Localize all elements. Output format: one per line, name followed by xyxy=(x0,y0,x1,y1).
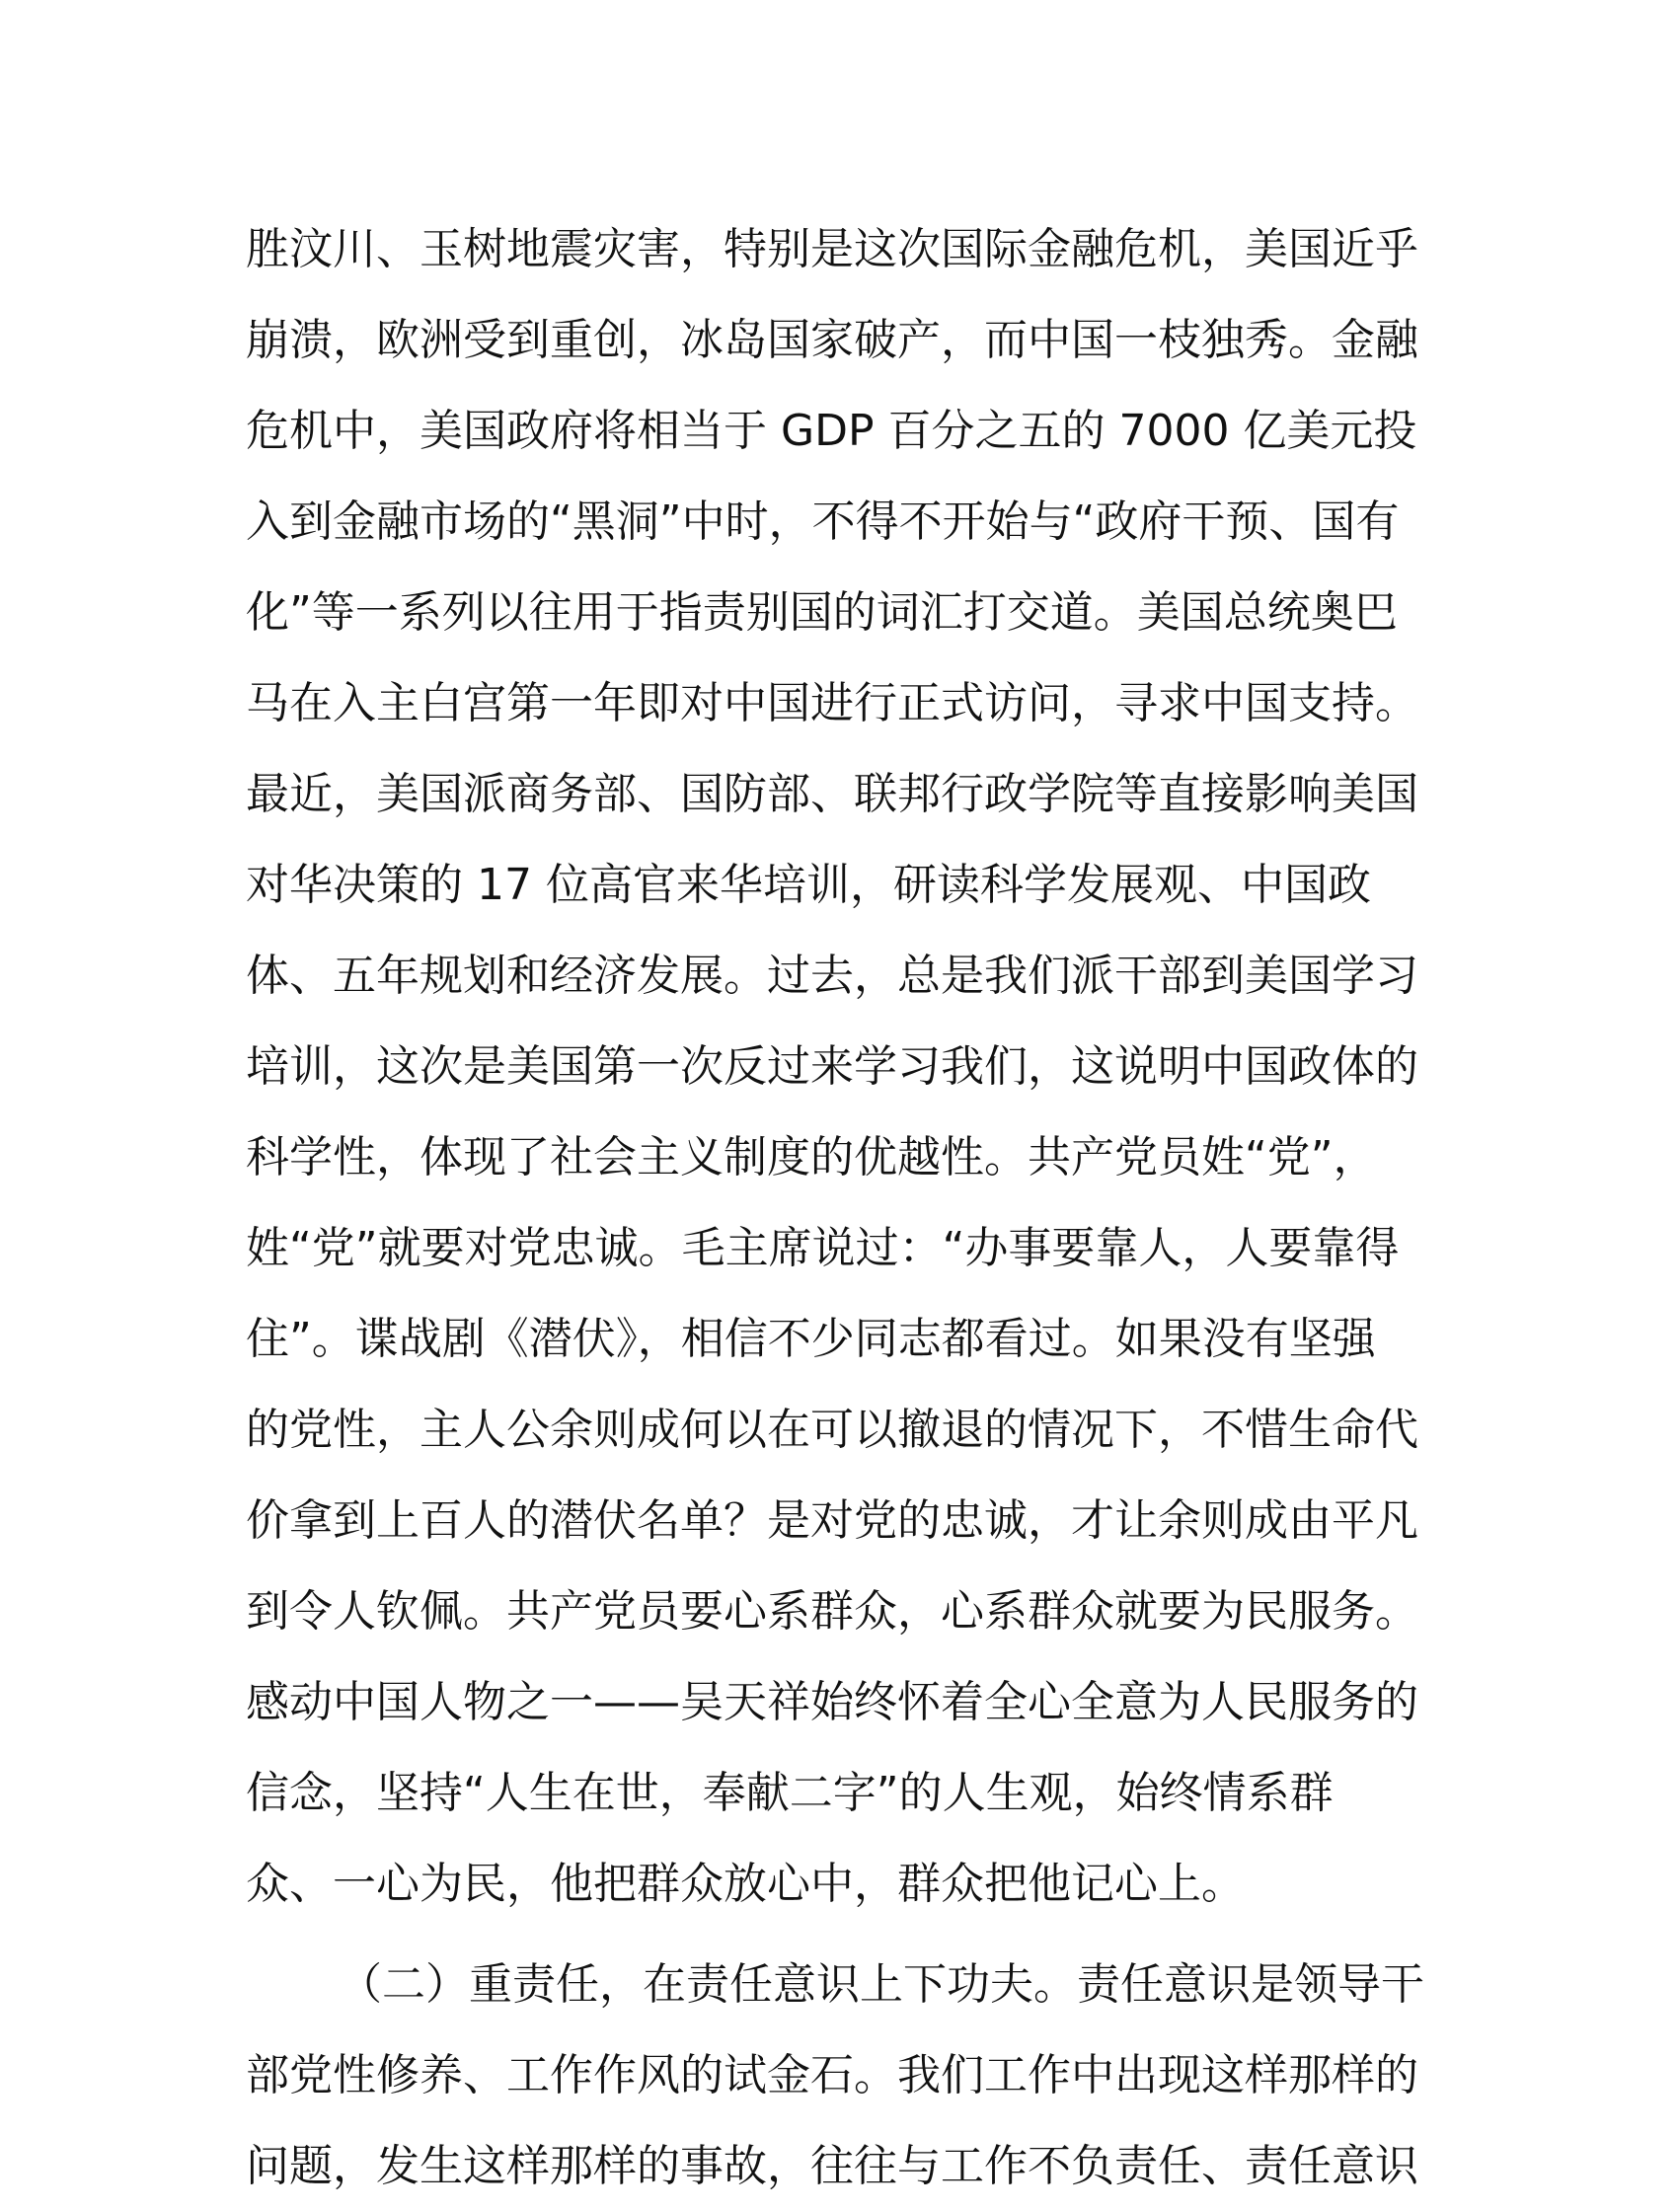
text-line: 化”等一系列以往用于指责别国的词汇打交道。美国总统奥巴 xyxy=(246,587,1398,638)
text-line: 培训，这次是美国第一次反过来学习我们，这说明中国政体的 xyxy=(246,1041,1418,1092)
text-line: 到令人钦佩。共产党员要心系群众，心系群众就要为民服务。 xyxy=(246,1586,1418,1637)
text-line: 科学性，体现了社会主义制度的优越性。共产党员姓“党”， xyxy=(246,1132,1377,1182)
text-line: 部党性修养、工作作风的试金石。我们工作中出现这样那样的 xyxy=(246,2050,1418,2100)
text-line: 的党性，主人公余则成何以在可以撤退的情况下，不惜生命代 xyxy=(246,1405,1418,1455)
text-line: 对华决策的 17 位高官来华培训，研读科学发展观、中国政 xyxy=(246,860,1371,910)
text-line: （二）重责任，在责任意识上下功夫。责任意识是领导干 xyxy=(339,1959,1424,2010)
text-line: 信念，坚持“人生在世，奉献二字”的人生观，始终情系群 xyxy=(246,1768,1334,1818)
text-line: 马在入主白宫第一年即对中国进行正式访问，寻求中国支持。 xyxy=(246,678,1418,728)
paragraph-gap xyxy=(246,1930,1430,1940)
text-line: 众、一心为民，他把群众放心中，群众把他记心上。 xyxy=(246,1859,1245,1909)
text-line: 入到金融市场的“黑洞”中时，不得不开始与“政府干预、国有 xyxy=(246,496,1400,547)
text-line: 价拿到上百人的潜伏名单？是对党的忠诚，才让余则成由平凡 xyxy=(246,1495,1418,1546)
text-line: 问题，发生这样那样的事故，往往与工作不负责任、责任意识 xyxy=(246,2141,1418,2191)
text-line: 体、五年规划和经济发展。过去，总是我们派干部到美国学习 xyxy=(246,951,1418,1001)
text-line: 住”。谍战剧《潜伏》，相信不少同志都看过。如果没有坚强 xyxy=(246,1314,1376,1364)
text-line: 感动中国人物之一——吴天祥始终怀着全心全意为人民服务的 xyxy=(246,1677,1418,1727)
text-line: 姓“党”就要对党忠诚。毛主席说过：“办事要靠人，人要靠得 xyxy=(246,1223,1400,1273)
text-line: 危机中，美国政府将相当于 GDP 百分之五的 7000 亿美元投 xyxy=(246,406,1417,456)
paragraph-1 xyxy=(246,204,1430,1930)
text-line: 胜汶川、玉树地震灾害，特别是这次国际金融危机，美国近乎 xyxy=(246,224,1418,274)
text-line: 崩溃，欧洲受到重创，冰岛国家破产，而中国一枝独秀。金融 xyxy=(246,315,1418,365)
text-line: 最近，美国派商务部、国防部、联邦行政学院等直接影响美国 xyxy=(246,769,1418,819)
body-text xyxy=(246,204,1430,2212)
